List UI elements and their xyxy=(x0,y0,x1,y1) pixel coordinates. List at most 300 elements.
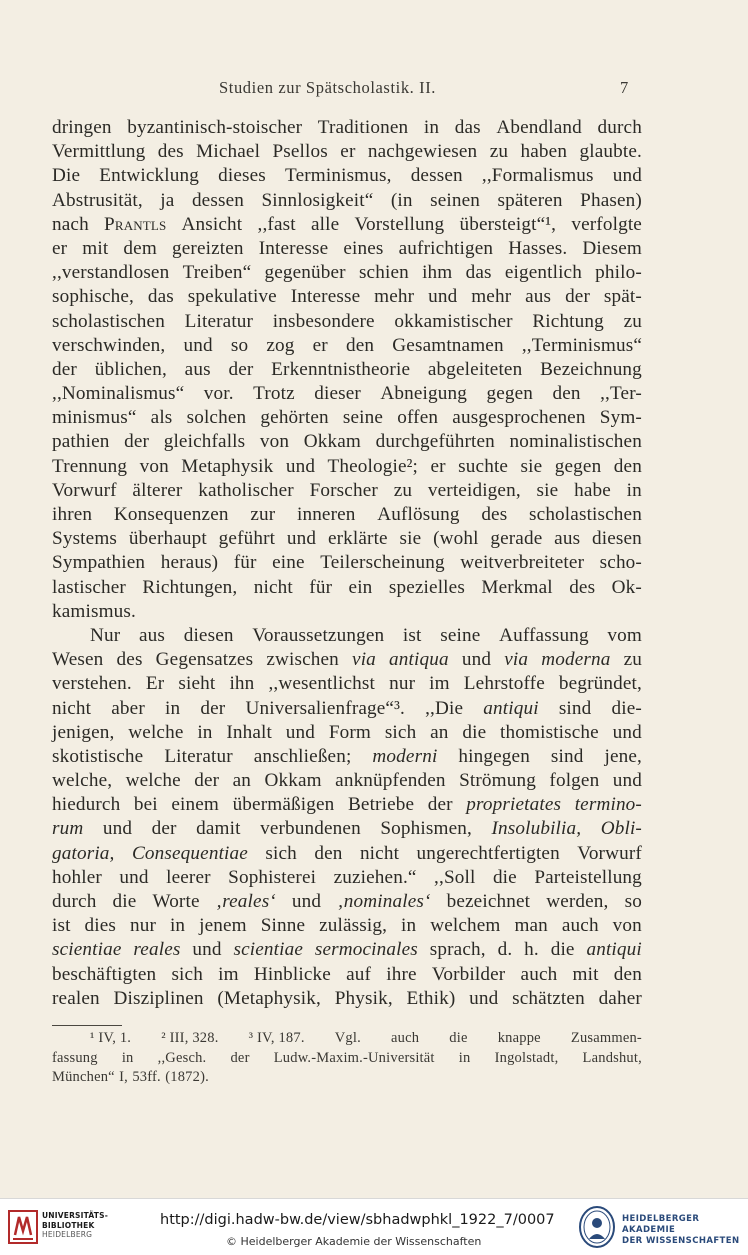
word: antiqui xyxy=(586,939,642,961)
word: sprach, xyxy=(429,939,486,961)
word: Obli- xyxy=(600,818,642,840)
word: Hinblicke xyxy=(253,963,331,985)
text-line xyxy=(52,334,642,358)
word: d. xyxy=(497,939,513,961)
word: älterer xyxy=(132,479,183,501)
text-line xyxy=(52,1068,642,1088)
word: und xyxy=(286,528,317,550)
word: nicht xyxy=(52,697,92,719)
word: begründet, xyxy=(558,673,642,695)
word: Ansicht xyxy=(181,213,243,235)
word: das xyxy=(454,117,481,138)
word: lastischer xyxy=(52,576,126,598)
footnotes xyxy=(52,1029,642,1088)
word: die xyxy=(550,939,575,961)
text-line xyxy=(52,237,642,261)
word: ¹ IV, 1. xyxy=(90,1030,132,1046)
word: aus xyxy=(525,286,552,308)
word: scientiae xyxy=(52,939,122,961)
word: Systems xyxy=(52,528,118,550)
word: die xyxy=(462,721,487,743)
word: der xyxy=(151,818,177,840)
text-line xyxy=(52,189,642,213)
word: zur xyxy=(250,504,276,525)
word: übermäßigen xyxy=(232,794,335,816)
word: und xyxy=(612,165,642,187)
word: geführt xyxy=(218,528,276,550)
word: via xyxy=(352,649,376,671)
word: des xyxy=(157,141,184,163)
word: Entwicklung xyxy=(99,165,199,187)
word: ,,Gesch. xyxy=(157,1049,207,1066)
word: im xyxy=(218,963,239,985)
text-line xyxy=(52,1049,642,1069)
word: der xyxy=(427,794,453,816)
word: Literatur xyxy=(164,745,233,767)
word: I, xyxy=(119,1069,129,1085)
word: Abstrusität, xyxy=(52,189,143,211)
word: seine xyxy=(342,407,384,429)
word: Traditionen xyxy=(317,117,409,138)
word: ‚nominales‘ xyxy=(337,891,431,912)
word: moderna xyxy=(541,649,611,671)
word: ,,Nominalismus“ xyxy=(52,383,185,405)
word: scientiae xyxy=(233,939,303,961)
word: mehr xyxy=(471,286,512,308)
word: den xyxy=(613,963,642,985)
word: des xyxy=(116,649,143,671)
word: dieses xyxy=(218,165,266,187)
word: überhaupt xyxy=(128,528,207,550)
word: Consequentiae xyxy=(131,842,248,864)
word: gegen xyxy=(486,383,534,405)
word: nachgewiesen xyxy=(367,141,478,163)
word: pathien xyxy=(52,431,110,453)
word: ihm xyxy=(422,262,453,284)
word: ihre xyxy=(386,963,417,985)
permalink-url[interactable]: http://digi.hadw-bw.de/view/sbhadwphkl_1922_7/0007 xyxy=(160,1212,555,1228)
word: diesen xyxy=(591,528,642,550)
word: ja xyxy=(160,189,175,211)
word: eines xyxy=(343,237,384,259)
word: für xyxy=(233,552,257,574)
word: und xyxy=(612,721,642,743)
text-line xyxy=(52,672,642,696)
word: Theologie²; xyxy=(327,455,419,477)
word: Prantls xyxy=(104,213,167,235)
word: der xyxy=(194,770,220,792)
word: des xyxy=(569,576,596,598)
word: solchen xyxy=(186,407,247,429)
word: eine xyxy=(272,552,305,574)
word: ist xyxy=(402,624,422,646)
text-line xyxy=(52,890,642,914)
word: welche, xyxy=(52,770,113,792)
word: durch xyxy=(52,891,97,912)
word: Konsequenzen xyxy=(113,504,229,525)
word: Forscher xyxy=(309,479,378,501)
word: Okkam xyxy=(264,770,322,792)
word: verfolgte xyxy=(571,213,642,235)
word: das xyxy=(147,286,174,308)
word: das xyxy=(465,262,492,284)
word: diesen xyxy=(183,624,234,646)
word: und xyxy=(291,891,322,912)
word: Betriebe xyxy=(347,794,415,816)
word: der xyxy=(565,286,591,308)
word: habe xyxy=(574,479,611,501)
word: Gegensatzes xyxy=(155,649,254,671)
word: die xyxy=(449,1030,468,1046)
word: 53ff. xyxy=(132,1069,161,1085)
word: in xyxy=(197,721,213,743)
word: gereizten xyxy=(172,237,244,259)
word: und xyxy=(612,770,642,792)
text-line xyxy=(52,963,642,987)
word: als xyxy=(150,407,173,429)
word: spekulative xyxy=(187,286,277,308)
word: scholastischen xyxy=(529,504,642,525)
word: auch xyxy=(561,915,599,937)
word: übersteigt“¹, xyxy=(459,213,557,235)
word: schien xyxy=(358,262,409,284)
word: den xyxy=(613,455,642,477)
text-line xyxy=(52,261,642,285)
word: zu xyxy=(623,310,642,332)
word: dessen xyxy=(191,189,244,211)
word: rum xyxy=(52,818,84,840)
word: ,,verstandlosen xyxy=(52,262,170,284)
word: Diesem xyxy=(582,237,642,259)
running-head-title: Studien zur Spätscholastik. II. xyxy=(219,78,437,97)
word: Sophismen, xyxy=(380,818,472,840)
word: Vorwurf xyxy=(577,842,642,864)
word: und xyxy=(461,649,492,671)
body-text xyxy=(52,116,642,1011)
word: nur xyxy=(389,673,416,695)
word: die xyxy=(112,891,137,912)
word: gegenüber xyxy=(264,262,346,284)
viewer-footer-bar xyxy=(0,1198,748,1255)
word: ,,Formalismus xyxy=(481,165,594,187)
word: Sympathien xyxy=(52,552,146,574)
word: jenigen, xyxy=(52,721,115,743)
word: realen xyxy=(52,987,100,1009)
word: der xyxy=(230,1049,250,1066)
word: nach xyxy=(52,213,89,235)
word: ,,Die xyxy=(425,697,464,719)
footnote-rule xyxy=(52,1025,122,1026)
word: ,,wesentlichst xyxy=(268,673,376,695)
word: vor. xyxy=(203,383,234,405)
text-line xyxy=(52,745,642,769)
word: Landshut, xyxy=(582,1049,642,1066)
word: sie xyxy=(399,528,422,550)
word: für xyxy=(309,576,333,598)
word: sich xyxy=(171,963,203,985)
word: dies xyxy=(84,915,117,937)
word: Vorwurf xyxy=(52,479,117,501)
page-number: 7 xyxy=(620,78,629,97)
word: Nur xyxy=(90,624,121,646)
text-line xyxy=(52,769,642,793)
word: den xyxy=(314,842,343,864)
word: Auflösung xyxy=(377,504,460,525)
word: und xyxy=(428,286,458,308)
text-line xyxy=(52,1029,642,1049)
word: Okkam xyxy=(303,431,361,453)
word: suchte xyxy=(458,455,509,477)
word: den xyxy=(346,334,375,356)
word: mehr xyxy=(374,286,415,308)
word: eigentlich xyxy=(504,262,582,284)
word: anknüpfenden xyxy=(335,770,446,792)
word: Metaphysik xyxy=(181,455,274,477)
word: anschließen; xyxy=(253,745,352,767)
word: mit xyxy=(572,963,599,985)
word: ihren xyxy=(52,504,93,525)
word: zulässig, xyxy=(319,915,388,937)
word: an xyxy=(430,721,449,743)
word: scho- xyxy=(599,552,642,574)
word: sermocinales xyxy=(314,939,418,961)
text-line xyxy=(52,116,642,140)
word: Psellos xyxy=(272,141,328,163)
word: verstehen. xyxy=(52,673,132,695)
text-line xyxy=(52,576,642,600)
academy-name-line: HEIDELBERGER AKADEMIE xyxy=(622,1214,700,1235)
text-line xyxy=(52,382,642,406)
text-line xyxy=(52,624,642,648)
word: daher xyxy=(598,987,642,1009)
word: ,,fast xyxy=(257,213,296,235)
text-line xyxy=(52,140,642,164)
word: und xyxy=(183,334,213,356)
word: Teilerscheinung xyxy=(320,552,445,574)
word: er xyxy=(312,334,328,356)
word: auch xyxy=(520,963,558,985)
word: die- xyxy=(611,697,642,719)
word: der xyxy=(52,358,77,380)
word: ³ IV, 187. xyxy=(248,1030,305,1046)
word: in xyxy=(458,1049,471,1066)
word: Universalienfrage“³. xyxy=(245,697,405,719)
word: durchgeführten xyxy=(375,431,495,453)
text-line xyxy=(52,310,642,334)
word: Lehrstoffe xyxy=(463,673,545,695)
word: Richtung xyxy=(532,310,604,332)
word: späteren xyxy=(497,189,563,211)
word: nicht xyxy=(359,842,400,864)
word: und xyxy=(192,939,222,961)
word: Abendland xyxy=(496,117,582,138)
word: in xyxy=(423,117,440,138)
word: und xyxy=(285,721,316,743)
word: Sophisterei xyxy=(228,866,317,888)
word: antiqua xyxy=(389,649,449,671)
word: Literatur xyxy=(184,310,254,332)
word: verteidigen, xyxy=(427,479,521,501)
word: ,,Ter- xyxy=(600,383,642,405)
word: sind xyxy=(550,745,584,767)
word: im xyxy=(429,673,450,695)
text-line xyxy=(52,551,642,575)
word: katholischer xyxy=(198,479,294,501)
text-line xyxy=(52,455,642,479)
word: zog xyxy=(266,334,295,356)
word: via xyxy=(504,649,529,671)
word: ‚reales‘ xyxy=(215,891,276,912)
word: Ludw.-Maxim.-Universität xyxy=(273,1049,435,1066)
word: Interesse xyxy=(290,286,361,308)
word: zu xyxy=(623,649,642,671)
word: Inhalt xyxy=(226,721,272,743)
word: philo- xyxy=(595,262,642,284)
word: Die xyxy=(52,165,81,187)
word: in xyxy=(165,697,181,719)
word: proprietates xyxy=(466,794,562,816)
library-name-line: UNIVERSITÄTS- xyxy=(42,1211,109,1220)
word: verbundenen xyxy=(260,818,361,840)
word: Strömung xyxy=(459,770,536,792)
text-line xyxy=(52,479,642,503)
word: und xyxy=(119,866,149,888)
copyright-notice: © Heidelberger Akademie der Wissenschaften xyxy=(226,1235,482,1248)
word: beschäftigten xyxy=(52,963,157,985)
word: Richtungen, xyxy=(142,576,238,598)
word: Voraussetzungen xyxy=(252,624,385,646)
word: sie xyxy=(520,455,543,477)
text-line xyxy=(52,406,642,430)
word: in xyxy=(401,915,417,937)
text-line xyxy=(52,527,642,551)
word: minismus“ xyxy=(52,407,137,429)
text-line xyxy=(52,987,642,1011)
word: Vorbilder xyxy=(431,963,506,985)
word: der xyxy=(200,697,226,719)
word: München“ xyxy=(52,1069,115,1085)
word: h. xyxy=(524,939,539,961)
word: aus xyxy=(184,358,211,380)
word: Sinne xyxy=(260,915,306,937)
word: sophische, xyxy=(52,286,134,308)
word: hingegen xyxy=(458,745,530,767)
word: schätzten xyxy=(512,987,585,1009)
word: von xyxy=(259,431,290,453)
word: sich xyxy=(265,842,297,864)
word: gleichfalls xyxy=(163,431,246,453)
word: Ethik) xyxy=(406,987,456,1009)
university-library-logo-icon[interactable] xyxy=(7,1207,39,1247)
word: thomistische xyxy=(500,721,599,743)
word: (in xyxy=(390,189,413,211)
word: Michael xyxy=(196,141,261,163)
word: fassung xyxy=(52,1049,98,1066)
word: inneren xyxy=(296,504,356,525)
word: folgen xyxy=(549,770,600,792)
word: dem xyxy=(123,237,157,259)
word: skotistische xyxy=(52,745,144,767)
word: und xyxy=(102,818,133,840)
word: Wesen xyxy=(52,649,104,671)
word: Interesse xyxy=(258,237,329,259)
word: Worte xyxy=(152,891,200,912)
word: jene, xyxy=(604,745,642,767)
word: ² III, 328. xyxy=(161,1030,219,1046)
word: man xyxy=(514,915,548,937)
word: ein xyxy=(348,576,373,598)
word: seine xyxy=(440,624,481,646)
text-line xyxy=(52,358,642,382)
word: gehörten xyxy=(260,407,329,429)
word: gegen xyxy=(554,455,602,477)
word: erklärte xyxy=(327,528,388,550)
word: nominalistischen xyxy=(509,431,642,453)
word: welche xyxy=(125,770,181,792)
word: der xyxy=(124,431,150,453)
word: zu xyxy=(393,479,413,501)
word: welchem xyxy=(430,915,501,937)
word: ungerechtfertigten xyxy=(416,842,560,864)
word: Sinnlosigkeit“ xyxy=(261,189,374,211)
word: Sym- xyxy=(599,407,642,429)
academy-seal-icon[interactable] xyxy=(578,1205,616,1249)
word: Treiben“ xyxy=(182,262,252,284)
word: sieht xyxy=(178,673,216,695)
word: von xyxy=(139,455,169,477)
word: zwischen xyxy=(266,649,339,671)
text-line xyxy=(52,793,642,817)
text-line xyxy=(52,430,642,454)
word: üblichen, xyxy=(94,358,167,380)
academy-name xyxy=(622,1214,748,1247)
word: Abneigung xyxy=(380,383,468,405)
word: Vgl. xyxy=(334,1030,361,1046)
word: Disziplinen xyxy=(113,987,204,1009)
word: byzantinisch-stoischer xyxy=(127,117,303,138)
word: seinen xyxy=(430,189,481,211)
library-name-line: HEIDELBERG xyxy=(42,1230,93,1239)
word: insbesondere xyxy=(272,310,375,332)
word: Ok- xyxy=(611,576,642,598)
word: aus xyxy=(554,528,581,550)
word: antiqui xyxy=(483,697,539,719)
word: die xyxy=(492,866,517,888)
academy-name-line: DER WISSENSCHAFTEN xyxy=(622,1236,740,1246)
word: einem xyxy=(171,794,219,816)
word: jenem xyxy=(199,915,247,937)
word: der xyxy=(228,358,254,380)
word: scholastischen xyxy=(52,310,165,332)
word: offen xyxy=(397,407,439,429)
word: (Metaphysik, xyxy=(217,987,321,1009)
text-line xyxy=(52,817,642,841)
word: Bezeichnung xyxy=(540,358,642,380)
word: moderni xyxy=(372,745,438,767)
word: reales xyxy=(133,939,181,961)
word: er xyxy=(430,455,446,477)
word: Insolubilia, xyxy=(491,818,582,840)
text-line xyxy=(52,721,642,745)
word: Hasses. xyxy=(508,237,568,259)
word: an xyxy=(232,770,252,792)
word: termino- xyxy=(574,794,642,816)
word: den xyxy=(552,383,581,405)
word: aber xyxy=(111,697,145,719)
word: dessen xyxy=(410,165,463,187)
word: von xyxy=(612,915,642,937)
word: des xyxy=(481,504,508,525)
